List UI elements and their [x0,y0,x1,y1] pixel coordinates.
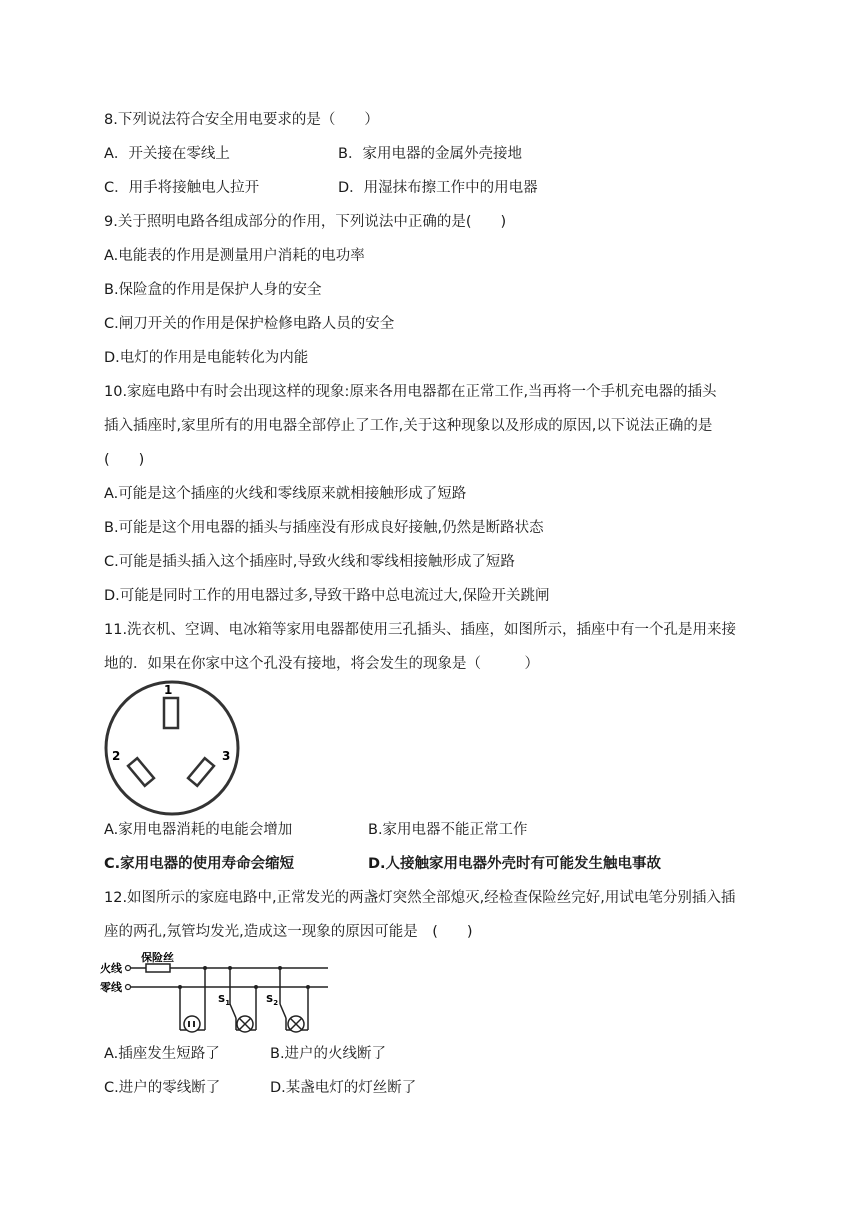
live-wire-label: 火线 [100,962,122,975]
switch-s2-label: $S_2$ [266,994,279,1007]
q10-stem-line3: ( ) [104,452,145,468]
neutral-wire-label: 零线 [100,981,122,994]
three-hole-socket-figure [98,678,248,818]
q12-option-d: D.某盏电灯的灯丝断了 [270,1080,417,1096]
q8-option-c: C．用手将接触电人拉开 [104,180,260,196]
socket-label-2: 2 [112,749,121,763]
socket-hole-3 [188,758,214,786]
socket-hole-2 [128,758,154,786]
q12-option-c: C.进户的零线断了 [104,1080,221,1096]
fuse-label: 保险丝 [141,952,174,964]
household-circuit-figure [100,952,340,1040]
socket-symbol [184,1016,200,1032]
q10-option-d: D.可能是同时工作的用电器过多,导致干路中总电流过大,保险开关跳闸 [104,588,550,604]
switch-s2 [280,1004,286,1018]
q11-option-c: C.家用电器的使用寿命会缩短 [104,856,295,872]
q10-option-a: A.可能是这个插座的火线和零线原来就相接触形成了短路 [104,486,467,502]
q12-stem-line1: 12.如图所示的家庭电路中,正常发光的两盏灯突然全部熄灭,经检查保险丝完好,用试电笔分别插入插 [104,890,736,906]
socket-outline [106,682,238,814]
q8-option-b: B．家用电器的金属外壳接地 [338,146,522,162]
q9-stem: 9.关于照明电路各组成部分的作用，下列说法中正确的是( ) [104,214,507,230]
q11-option-b: B.家用电器不能正常工作 [368,822,528,838]
switch-s1 [230,1004,236,1018]
q9-option-b: B.保险盒的作用是保护人身的安全 [104,282,322,298]
socket-hole-1 [164,698,178,728]
q10-stem-line2: 插入插座时,家里所有的用电器全部停止了工作,关于这种现象以及形成的原因,以下说法正确的是 [104,418,713,434]
q8-stem: 8.下列说法符合安全用电要求的是（ ） [104,112,379,128]
socket-label-1: 1 [164,683,173,697]
q12-option-a: A.插座发生短路了 [104,1046,220,1062]
q9-option-a: A.电能表的作用是测量用户消耗的电功率 [104,248,365,264]
q9-option-c: C.闸刀开关的作用是保护检修电路人员的安全 [104,316,395,332]
socket-label-3: 3 [222,749,231,763]
q11-stem-line2: 地的．如果在你家中这个孔没有接地，将会发生的现象是（ ） [104,656,539,672]
q11-option-d: D.人接触家用电器外壳时有可能发生触电事故 [368,856,662,872]
fuse-symbol [146,964,170,972]
q12-stem-line2: 座的两孔,氖管均发光,造成这一现象的原因可能是 ( ) [104,924,473,940]
q8-option-a: A．开关接在零线上 [104,146,230,162]
switch-s1-label: $S_1$ [218,994,231,1007]
q10-option-c: C.可能是插头插入这个插座时,导致火线和零线相接触形成了短路 [104,554,515,570]
q11-stem-line1: 11.洗衣机、空调、电冰箱等家用电器都使用三孔插头、插座，如图所示，插座中有一个孔是用来接 [104,622,737,638]
q9-option-d: D.电灯的作用是电能转化为内能 [104,350,309,366]
q8-option-d: D．用湿抹布擦工作中的用电器 [338,180,538,196]
q10-stem-line1: 10.家庭电路中有时会出现这样的现象:原来各用电器都在正常工作,当再将一个手机充电器的插头 [104,384,717,400]
q11-option-a: A.家用电器消耗的电能会增加 [104,822,293,838]
q12-option-b: B.进户的火线断了 [270,1046,387,1062]
q10-option-b: B.可能是这个用电器的插头与插座没有形成良好接触,仍然是断路状态 [104,520,544,536]
